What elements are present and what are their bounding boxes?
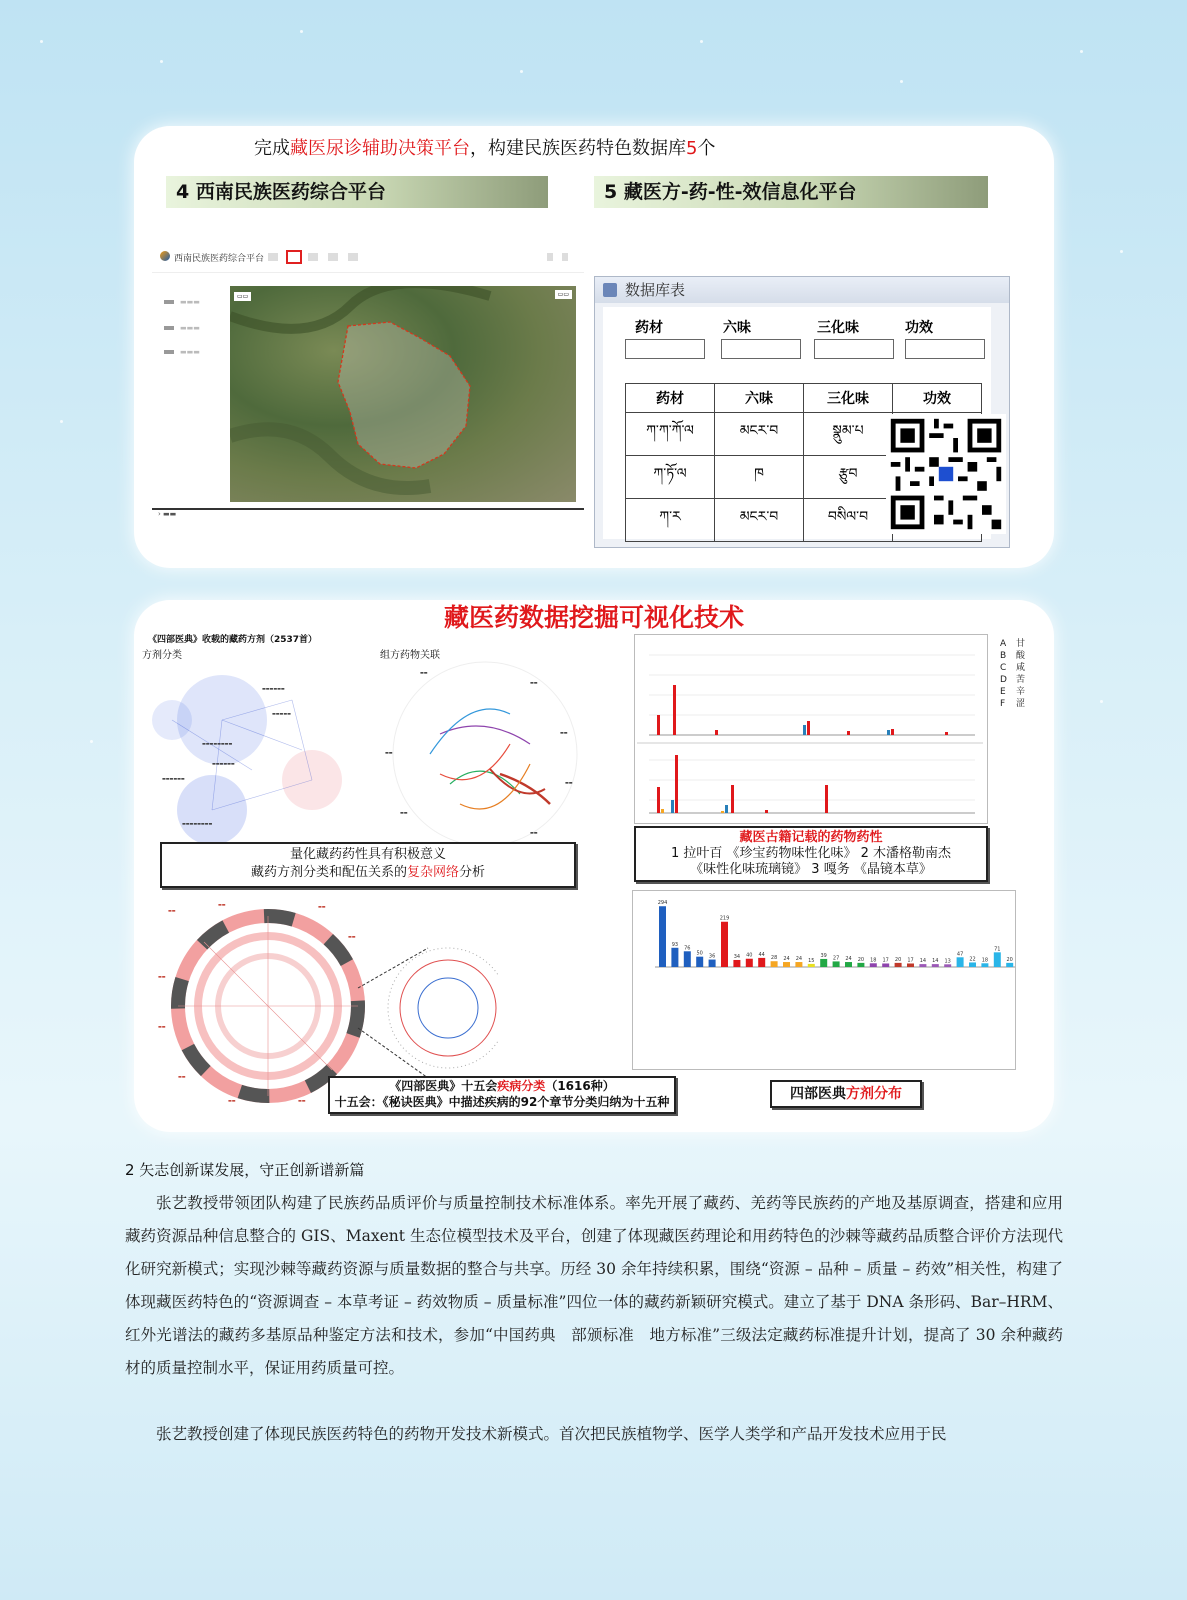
svg-text:▬▬: ▬▬ <box>168 908 176 913</box>
table-cell: རྩུབ <box>804 456 893 499</box>
bar <box>684 951 691 967</box>
field-label-efficacy: 功效 <box>905 320 933 336</box>
taste-legend-names: 甘 酸 咸 苦 辛 涩 <box>1016 639 1026 709</box>
bar <box>994 952 1001 967</box>
bar-value-label: 17 <box>907 957 914 964</box>
field-label-herb: 药材 <box>635 320 663 336</box>
network-analysis-note: 量化藏药药性具有积极意义 藏药方剂分类和配伍关系的复杂网络分析 <box>160 842 576 888</box>
section-4-title: 4 西南民族医药综合平台 <box>166 176 548 208</box>
bar <box>1006 963 1013 967</box>
bar-value-label: 20 <box>1006 956 1013 963</box>
bar-value-label: 14 <box>932 958 939 965</box>
map-label: ▭▭ <box>234 292 251 301</box>
svg-text:▬▬: ▬▬ <box>218 902 226 907</box>
bar-value-label: 17 <box>882 957 889 964</box>
bar <box>870 963 877 967</box>
bar <box>969 962 976 967</box>
table-cell: བསིལ་བ <box>804 499 893 542</box>
nav-item-active <box>286 250 302 264</box>
bar <box>671 948 678 967</box>
svg-text:▬▬: ▬▬ <box>560 730 568 735</box>
table-cell: ཁ <box>715 456 804 499</box>
bar-value-label: 24 <box>845 956 852 963</box>
svg-text:▬▬: ▬▬ <box>530 680 538 685</box>
bar-value-label: 13 <box>944 958 951 965</box>
bar-value-label: 47 <box>956 951 964 958</box>
bar-value-label: 27 <box>832 955 840 962</box>
bar-value-label: 20 <box>894 956 902 963</box>
bar-value-label: 24 <box>795 956 803 963</box>
bar-value-label: 294 <box>657 900 668 907</box>
formula-distribution-chart <box>632 890 1016 1070</box>
column-header: 功效 <box>893 384 982 413</box>
bar <box>709 960 716 967</box>
svg-text:▬▬: ▬▬ <box>565 780 573 785</box>
svg-text:▬▬: ▬▬ <box>228 1098 236 1103</box>
paragraph-1: 张艺教授带领团队构建了民族药品质评价与质量控制技术标准体系。率先开展了藏药、羌药等民族药的产地及基原调查，搭建和应用藏药资源品种信息整合的 GIS、Maxent 生态位模型技术及平台，创建了体现藏医药理论和用药特色的沙棘等藏药品质整合评价方法现代化研究新模式；实现沙棘等藏药资源与质量数据的整合与共享。历经 30 余年持续积累，围绕“资源 – 品种 – 质量 – 药效”相关性，构建了体现藏医药特色的“资源调查 – 本草考证 – 药效物质 – 质量标准”四位一体的藏药新颖研究模式。建立了基于 DNA 条形码、Bar–HRM、红外光谱法的藏药多基原品种鉴定方法和技术，参加“中国药典 部颁标准 地方标准”三级法定藏药标准提升计划，提高了 30 余种藏药材的质量控制水平，保证用药质量可控。 <box>125 1194 1063 1377</box>
taste-input[interactable] <box>721 339 801 359</box>
formula-caption: 《四部医典》收载的藏药方剂（2537首） <box>148 635 318 645</box>
svg-text:▬▬▬▬▬▬: ▬▬▬▬▬▬ <box>162 776 185 781</box>
table-cell: མངར་བ <box>715 499 804 542</box>
bar <box>907 963 914 967</box>
paragraph-2: 张艺教授创建了体现民族医药特色的药物开发技术新模式。首次把民族植物学、医学人类学和产品开发技术应用于民 <box>156 1425 947 1443</box>
svg-text:▬▬: ▬▬ <box>400 810 408 815</box>
bar <box>957 957 964 967</box>
table-cell: ཀ་ཀ་ཀོ་ལ <box>626 413 715 456</box>
bar-value-label: 28 <box>770 955 778 962</box>
table-cell: ཀ་ར <box>626 499 715 542</box>
nav-item <box>268 253 278 261</box>
bar <box>845 962 852 967</box>
nav-item <box>328 253 338 261</box>
platform-panel <box>134 126 1054 568</box>
bar-value-label: 50 <box>696 950 703 957</box>
bar <box>833 961 840 967</box>
classic-texts-note: 藏医古籍记载的药物药性 1 拉叶百 《珍宝药物味性化味》 2 木潘格勒南杰 《味性化味琉璃镜》 3 嘎务 《晶镜本草》 <box>634 826 988 882</box>
bar <box>721 922 728 967</box>
visualization-title: 藏医药数据挖掘可视化技术 <box>443 603 744 632</box>
toolbar-icon <box>562 253 568 261</box>
bar-value-label: 22 <box>969 956 976 963</box>
bar-value-label: 219 <box>719 915 730 922</box>
efficacy-input[interactable] <box>905 339 985 359</box>
network-caption: 组方药物关联 <box>380 650 440 661</box>
bar <box>758 958 765 967</box>
qr-code-graphic <box>886 414 1006 534</box>
bar-value-label: 20 <box>857 956 865 963</box>
bar <box>981 963 988 967</box>
bar-value-label: 93 <box>671 941 679 948</box>
svg-text:▬▬: ▬▬ <box>158 1024 166 1029</box>
table-cell: སྣུམ་པ <box>804 413 893 456</box>
svg-text:▬▬: ▬▬ <box>530 830 538 835</box>
section-heading: 2 矢志创新谋发展，守正创新谱新篇 <box>125 1161 365 1179</box>
visualization-panel <box>134 600 1054 1132</box>
bar <box>895 963 902 967</box>
taste-legend-letters: A B C D E F <box>1000 639 1007 709</box>
svg-text:▬▬: ▬▬ <box>420 670 428 675</box>
bar <box>659 906 666 967</box>
column-header: 药材 <box>626 384 715 413</box>
database-window-title: 数据库表 <box>595 277 1009 303</box>
bar-value-label: 24 <box>783 956 790 963</box>
column-header: 六味 <box>715 384 804 413</box>
field-label-postdigestive: 三化味 <box>817 320 859 336</box>
svg-text:▬▬▬▬▬: ▬▬▬▬▬ <box>272 711 291 716</box>
bar-value-label: 36 <box>708 953 716 960</box>
bar <box>783 962 790 967</box>
formula-class-caption: 方剂分类 <box>142 650 182 661</box>
bar-value-label: 18 <box>870 957 877 964</box>
formula-distribution-note: 四部医典方剂分布 <box>770 1080 922 1108</box>
sidebar-entry: ▬▬▬ <box>164 348 200 356</box>
bar <box>696 957 703 967</box>
toolbar-icon <box>547 253 553 261</box>
svg-text:▬▬: ▬▬ <box>348 934 356 939</box>
bar-value-label: 34 <box>733 953 741 960</box>
bar-value-label: 15 <box>808 957 815 964</box>
app-title: 西南民族医药综合平台 <box>174 254 265 264</box>
bar <box>746 959 753 967</box>
column-header: 三化味 <box>804 384 893 413</box>
sidebar-entry: ▬▬▬ <box>164 324 200 332</box>
map-control: ▭▭ <box>555 290 572 299</box>
svg-text:▬▬: ▬▬ <box>385 750 393 755</box>
bar-value-label: 76 <box>684 945 691 952</box>
bar <box>771 961 778 967</box>
satellite-map <box>230 286 576 502</box>
postdigestive-input[interactable] <box>814 339 894 359</box>
taste-bar-charts <box>634 634 988 824</box>
bar-value-label: 44 <box>758 951 765 958</box>
bar-value-label: 14 <box>919 958 927 965</box>
bar <box>882 963 889 967</box>
formula-classification-network <box>142 660 362 850</box>
svg-text:▬▬▬▬▬▬: ▬▬▬▬▬▬ <box>262 686 285 691</box>
bar <box>820 959 827 967</box>
formula-distribution-bars <box>633 891 1015 1069</box>
svg-text:▬▬: ▬▬ <box>318 904 326 909</box>
bar-value-label: 71 <box>994 946 1001 953</box>
bar <box>919 964 926 967</box>
sidebar-entry: ▬▬▬ <box>164 298 200 306</box>
bar <box>857 963 864 967</box>
taste-bars-graphic <box>635 635 987 823</box>
disease-classification-note: 《四部医典》十五会疾病分类（1616种） 十五会：《秘诀医典》中描述疾病的92个章节分类归纳为十五种 <box>328 1076 676 1114</box>
table-cell: ཀ་ཏོ་ལ <box>626 456 715 499</box>
table-header-row <box>626 384 982 413</box>
bar <box>733 960 740 967</box>
svg-text:▬▬▬▬▬▬▬▬: ▬▬▬▬▬▬▬▬ <box>182 821 213 826</box>
app-logo-icon <box>160 251 170 261</box>
svg-text:▬▬▬▬▬▬: ▬▬▬▬▬▬ <box>212 761 235 766</box>
table-cell: མངར་བ <box>715 413 804 456</box>
svg-text:▬▬▬▬▬▬▬▬: ▬▬▬▬▬▬▬▬ <box>202 741 233 746</box>
gis-platform-screenshot <box>152 242 584 524</box>
bar <box>808 964 815 967</box>
qr-code <box>886 414 1006 534</box>
bar <box>944 964 951 967</box>
bar-value-label: 40 <box>746 952 753 959</box>
bar <box>795 962 802 967</box>
herb-input[interactable] <box>625 339 705 359</box>
bar-value-label: 18 <box>981 957 989 964</box>
database-icon <box>603 283 617 297</box>
field-label-taste: 六味 <box>723 320 751 336</box>
app-footer: › ▬▬ <box>152 508 584 524</box>
svg-text:▬▬: ▬▬ <box>158 974 166 979</box>
svg-text:▬▬: ▬▬ <box>178 1074 186 1079</box>
section-5-title: 5 藏医方-药-性-效信息化平台 <box>594 176 988 208</box>
panel-headline: 完成藏医尿诊辅助决策平台，构建民族医药特色数据库5个 <box>254 138 716 159</box>
bar <box>932 964 939 967</box>
svg-text:▬▬: ▬▬ <box>298 1098 306 1103</box>
bar-value-label: 39 <box>820 952 827 959</box>
herb-association-network <box>380 654 590 854</box>
nav-item <box>348 253 358 261</box>
map-boundary <box>230 286 576 502</box>
nav-item <box>308 253 318 261</box>
